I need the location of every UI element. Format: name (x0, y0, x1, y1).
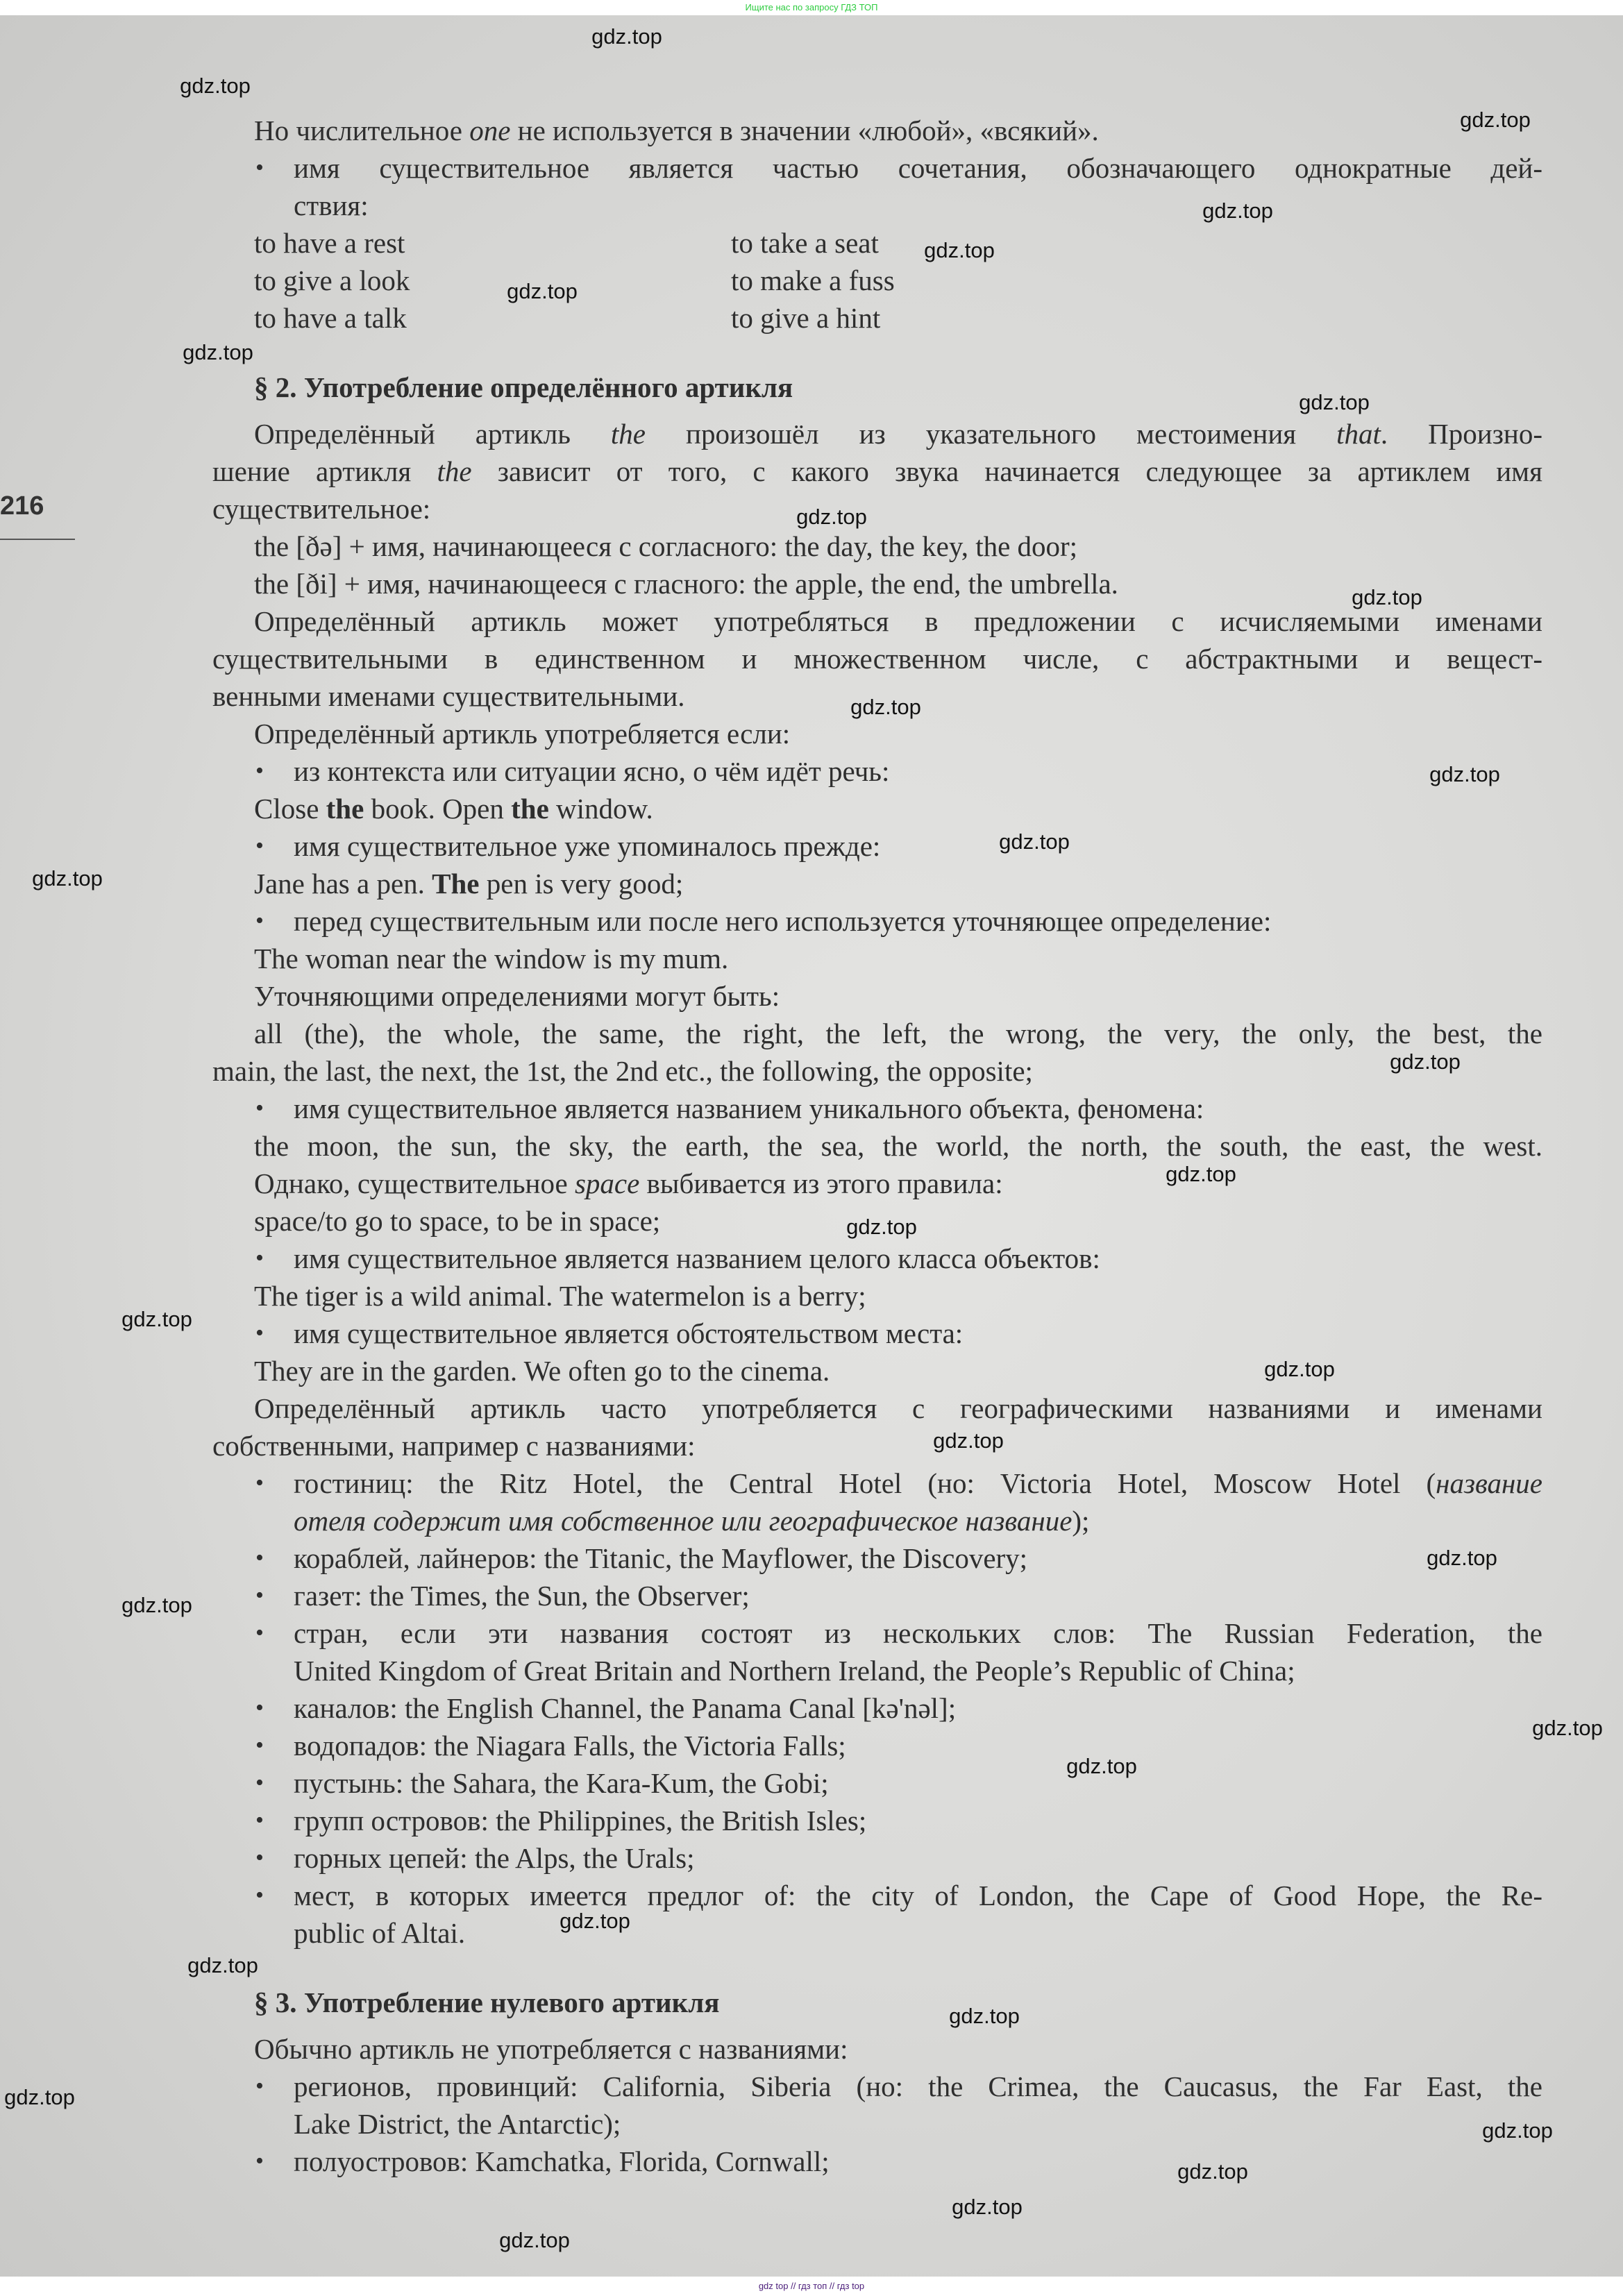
text-segment: Уточняющими определениями могут быть: (254, 980, 780, 1012)
text-line (0, 112, 1542, 149)
italic-term: one (469, 115, 511, 146)
watermark: gdz.top (1482, 2118, 1553, 2143)
text-segment: имя существительное уже упоминалось прежде: (294, 830, 881, 862)
text-line (0, 977, 1542, 1015)
bullet-icon: • (255, 1582, 264, 1608)
italic-term: отеля содержит имя собственное или географическое название (294, 1505, 1073, 1537)
text-segment: § 3. Употребление нулевого артикля (254, 1986, 720, 2018)
text-segment: all (the), the whole, the same, the right, the left, the wrong, the very, the only, the best, the (254, 1018, 1542, 1049)
text-line (0, 1240, 1542, 1277)
watermark: gdz.top (1166, 1162, 1236, 1186)
watermark: gdz.top (121, 1307, 192, 1331)
text-segment: They are in the garden. We often go to the cinema. (254, 1355, 830, 1387)
text-line (0, 453, 1542, 490)
watermark: gdz.top (591, 24, 662, 49)
text-segment: имя существительное является обстоятельством места: (294, 1317, 964, 1349)
text-segment: Определённый артикль (254, 418, 611, 450)
text-segment: не используется в значении «любой», «всякий». (510, 115, 1099, 146)
text-segment: пустынь: the Sahara, the Kara-Kum, the Gobi; (294, 1767, 829, 1799)
text-line (0, 1464, 1542, 1502)
text-line (0, 940, 1542, 977)
text-segment: из контекста или ситуации ясно, о чём идёт речь: (294, 755, 890, 787)
text-line (0, 565, 1542, 602)
watermark: gdz.top (1460, 108, 1531, 132)
text-line (0, 1652, 1542, 1689)
text-segment: Jane has a pen. (254, 868, 432, 900)
watermark: gdz.top (796, 505, 867, 529)
text-line (0, 299, 1542, 337)
text-line (0, 1165, 1542, 1202)
bold-article: the (511, 793, 549, 825)
bullet-icon: • (255, 1845, 264, 1871)
bullet-icon: • (255, 1807, 264, 1833)
text-segment: book. Open (364, 793, 512, 825)
text-line (0, 1502, 1542, 1539)
watermark: gdz.top (4, 2085, 75, 2109)
section-heading (0, 1984, 1542, 2021)
text-segment: Обычно артикль не употребляется с названиями: (254, 2033, 848, 2065)
text-line (0, 490, 1542, 527)
text-line (0, 1614, 1542, 1652)
text-line (0, 224, 1542, 262)
text-segment: произошёл из указательного местоимения (646, 418, 1337, 450)
text-segment: каналов: the English Channel, the Panama Canal [kə'nəl]; (294, 1692, 957, 1724)
text-segment: зависит от того, с какого звука начинается следующее за артиклем имя (471, 455, 1542, 487)
bullet-icon: • (255, 1620, 264, 1646)
text-line (0, 1202, 1542, 1240)
text-line (0, 790, 1542, 827)
text-line (0, 1764, 1542, 1802)
text-segment: Определённый артикль употребляется если: (254, 718, 791, 750)
watermark: gdz.top (1427, 1546, 1497, 1570)
text-segment: The tiger is a wild animal. The watermelon is a berry; (254, 1280, 866, 1312)
italic-term: the (437, 455, 472, 487)
text-segment: перед существительным или после него используется уточняющее определение: (294, 905, 1272, 937)
text-segment: газет: the Times, the Sun, the Observer; (294, 1580, 750, 1612)
text-line (0, 602, 1542, 640)
text-line (0, 1015, 1542, 1052)
text-segment: the moon, the sun, the sky, the earth, the sea, the world, the north, the south, the east, the west. (254, 1130, 1542, 1162)
bullet-icon: • (255, 1695, 264, 1721)
top-banner (0, 0, 1623, 15)
text-segment: имя существительное является названием уникального объекта, феномена: (294, 1092, 1204, 1124)
text-segment: ); (1072, 1505, 1090, 1537)
italic-term: space (574, 1167, 640, 1199)
text-line (0, 2143, 1542, 2180)
text-segment: Определённый артикль часто употребляется с географическими названиями и именами (254, 1392, 1542, 1424)
text-segment: групп островов: the Philippines, the British Isles; (294, 1805, 867, 1837)
text-segment: window. (548, 793, 653, 825)
page-text (0, 112, 1623, 2180)
text-segment: кораблей, лайнеров: the Titanic, the Mayflower, the Discovery; (294, 1542, 1028, 1574)
text-line (0, 187, 1542, 224)
text-line (0, 527, 1542, 565)
watermark: gdz.top (560, 1909, 630, 1933)
phrase-example: to make a fuss (731, 264, 895, 296)
text-line (0, 1277, 1542, 1315)
text-line (0, 640, 1542, 677)
watermark: gdz.top (32, 866, 103, 890)
bullet-icon: • (255, 833, 264, 859)
text-line (0, 1539, 1542, 1577)
watermark: gdz.top (1390, 1049, 1461, 1074)
watermark: gdz.top (1352, 585, 1422, 609)
text-segment: pen is very good; (479, 868, 684, 900)
text-segment: United Kingdom of Great Britain and Northern Ireland, the People’s Republic of China; (294, 1655, 1295, 1687)
text-line (0, 262, 1542, 299)
bullet-icon: • (255, 908, 264, 934)
text-segment: the [ði] + имя, начинающееся с гласного: the apple, the end, the umbrella. (254, 568, 1118, 600)
text-line (0, 1427, 1542, 1464)
text-line (0, 827, 1542, 865)
bullet-icon: • (255, 1545, 264, 1571)
watermark: gdz.top (187, 1953, 258, 1977)
text-line (0, 1315, 1542, 1352)
text-segment: выбивается из этого правила: (639, 1167, 1003, 1199)
watermark: gdz.top (183, 340, 253, 364)
text-segment: Close (254, 793, 326, 825)
watermark: gdz.top (1202, 199, 1273, 223)
bottom-banner (0, 2277, 1623, 2296)
italic-term: that (1336, 418, 1381, 450)
watermark: gdz.top (924, 238, 995, 262)
bullet-icon: • (255, 1320, 264, 1346)
bullet-icon: • (255, 1470, 264, 1496)
text-line (0, 1802, 1542, 1839)
text-segment: водопадов: the Niagara Falls, the Victoria Falls; (294, 1730, 846, 1762)
text-segment: public of Altai. (294, 1917, 466, 1949)
text-segment: the [ðə] + имя, начинающееся с согласного: the day, the key, the door; (254, 530, 1078, 562)
bullet-icon: • (255, 1095, 264, 1121)
watermark: gdz.top (1066, 1754, 1137, 1778)
phrase-example: to have a rest (254, 227, 405, 259)
text-line (0, 2105, 1542, 2143)
bold-article: the (326, 793, 364, 825)
text-segment: Но числительное (254, 115, 470, 146)
text-line (0, 1052, 1542, 1090)
phrase-example: to take a seat (731, 227, 879, 259)
text-segment: Однако, существительное (254, 1167, 575, 1199)
text-segment: шение артикля (212, 455, 437, 487)
bullet-icon: • (255, 2073, 264, 2099)
text-line (0, 2030, 1542, 2068)
text-segment: мест, в которых имеется предлог of: the city of London, the Cape of Good Hope, the Re- (294, 1880, 1542, 1911)
text-segment: Определённый артикль может употребляться в предложении с исчисляемыми именами (254, 605, 1542, 637)
text-segment: существительными в единственном и множественном числе, с абстрактными и вещест- (212, 643, 1542, 675)
text-segment: горных цепей: the Alps, the Urals; (294, 1842, 695, 1874)
text-segment: . Произно- (1380, 418, 1543, 450)
text-line (0, 149, 1542, 187)
watermark: gdz.top (1264, 1357, 1335, 1381)
text-line (0, 902, 1542, 940)
bullet-icon: • (255, 1770, 264, 1796)
watermark: gdz.top (507, 279, 578, 303)
watermark: gdz.top (1177, 2159, 1248, 2184)
text-segment: регионов, провинций: California, Siberia (но: the Crimea, the Caucasus, the Far East, the (294, 2070, 1542, 2102)
bullet-icon: • (255, 2148, 264, 2174)
bullet-icon: • (255, 1882, 264, 1908)
text-segment: полуостровов: Kamchatka, Florida, Cornwall; (294, 2145, 830, 2177)
watermark: gdz.top (1429, 762, 1500, 786)
page-number: 216 (0, 491, 44, 521)
text-line (0, 1127, 1542, 1165)
text-line (0, 865, 1542, 902)
watermark: gdz.top (121, 1593, 192, 1617)
phrase-example: to have a talk (254, 302, 407, 334)
text-line (0, 415, 1542, 453)
watermark: gdz.top (1532, 1716, 1603, 1740)
phrase-example: to give a hint (731, 302, 881, 334)
text-segment: main, the last, the next, the 1st, the 2nd etc., the following, the opposite; (212, 1055, 1033, 1087)
text-line (0, 677, 1542, 715)
watermark: gdz.top (846, 1215, 917, 1239)
watermark: gdz.top (952, 2195, 1023, 2219)
italic-term: название (1436, 1467, 1542, 1499)
text-segment: существительное: (212, 493, 431, 525)
text-segment: стран, если эти названия состоят из нескольких слов: The Russian Federation, the (294, 1617, 1542, 1649)
bullet-icon: • (255, 758, 264, 784)
text-line (0, 1727, 1542, 1764)
text-line (0, 1689, 1542, 1727)
text-segment: ствия: (294, 189, 369, 221)
text-segment: § 2. Употребление определённого артикля (254, 371, 793, 403)
text-segment: гостиниц: the Ritz Hotel, the Central Hotel (но: Victoria Hotel, Moscow Hotel ( (294, 1467, 1436, 1499)
text-line (0, 2068, 1542, 2105)
bullet-icon: • (255, 155, 264, 180)
watermark: gdz.top (180, 74, 251, 98)
text-line (0, 752, 1542, 790)
text-line (0, 1877, 1542, 1914)
text-line (0, 1839, 1542, 1877)
italic-term: the (610, 418, 646, 450)
text-segment: The woman near the window is my mum. (254, 943, 729, 974)
bullet-icon: • (255, 1732, 264, 1758)
text-segment: имя существительное является частью сочетания, обозначающего однократные дей- (294, 152, 1542, 184)
text-segment: space/to go to space, to be in space; (254, 1205, 661, 1237)
text-line (0, 1390, 1542, 1427)
bullet-icon: • (255, 1245, 264, 1271)
text-line (0, 1577, 1542, 1614)
watermark: gdz.top (850, 695, 921, 719)
text-line (0, 1914, 1542, 1952)
phrase-example: to give a look (254, 264, 410, 296)
watermark: gdz.top (949, 2004, 1020, 2028)
bottom-banner-text: gdz top // гдз топ // гдз top (758, 2281, 865, 2291)
text-segment: имя существительное является названием целого класса объектов: (294, 1242, 1100, 1274)
text-line (0, 715, 1542, 752)
top-banner-text: Ищите нас по запросу ГДЗ ТОП (745, 2, 878, 12)
watermark: gdz.top (1299, 390, 1370, 414)
watermark: gdz.top (999, 829, 1070, 854)
text-segment: Lake District, the Antarctic); (294, 2108, 621, 2140)
bold-article: The (432, 868, 480, 900)
text-line (0, 1090, 1542, 1127)
watermark: gdz.top (499, 2228, 570, 2252)
watermark: gdz.top (933, 1428, 1004, 1453)
text-segment: собственными, например с названиями: (212, 1430, 696, 1462)
text-segment: венными именами существительными. (212, 680, 685, 712)
